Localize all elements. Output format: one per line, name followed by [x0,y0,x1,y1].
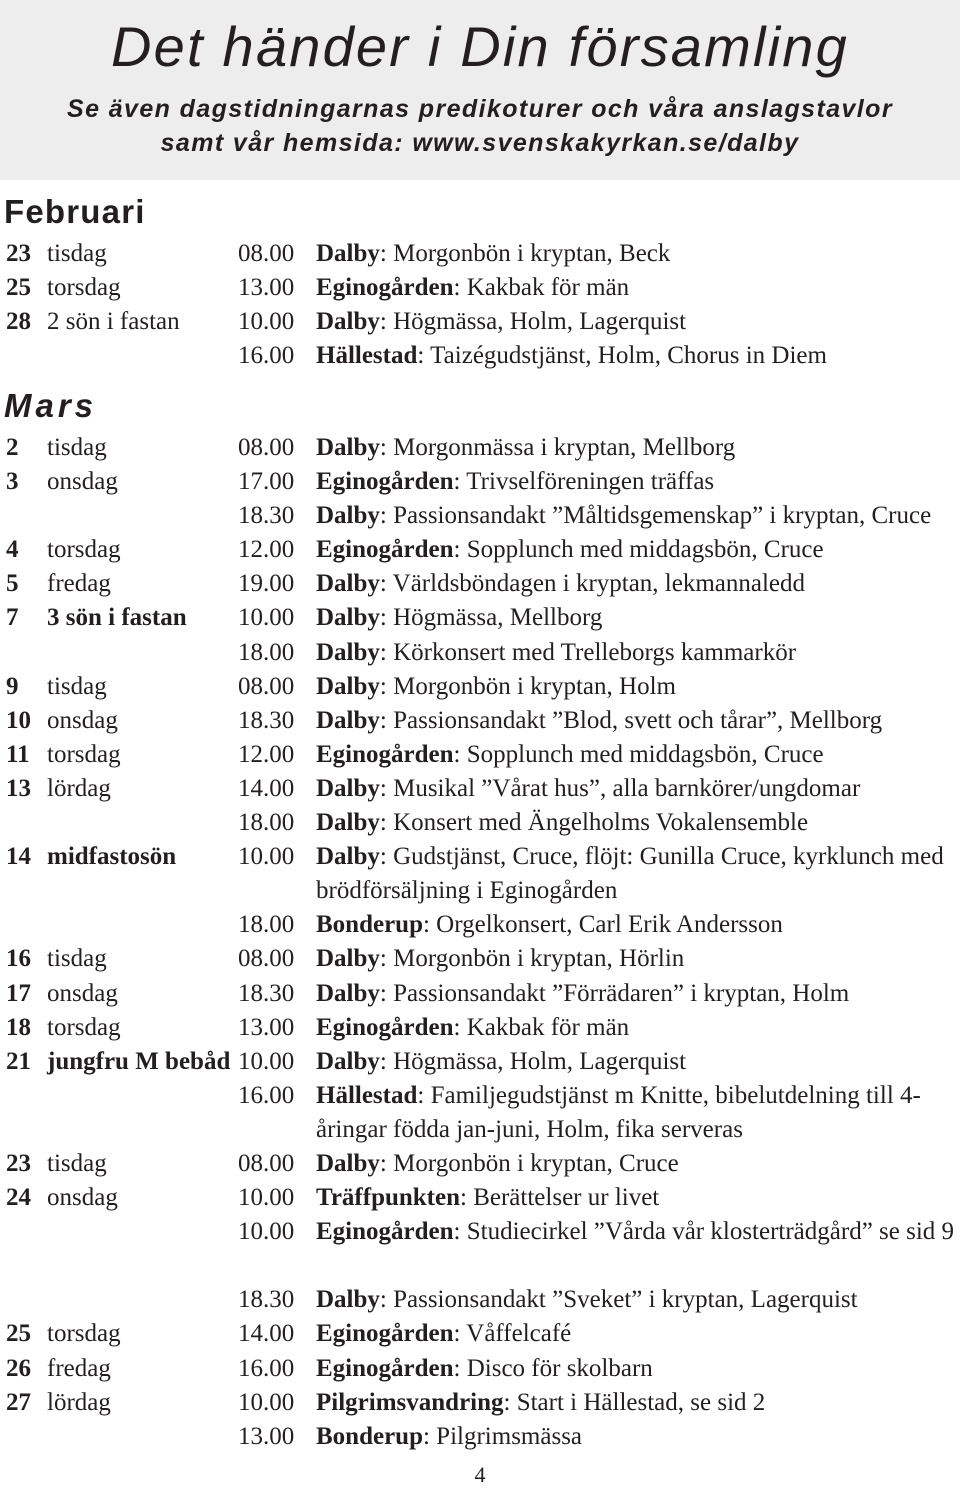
event-day: lördag [47,774,111,802]
event-day: tisdag [47,1149,107,1177]
event-day: jungfru M bebåd [47,1047,231,1075]
event-time: 08.00 [238,672,295,700]
event-text: : Morgonmässa i kryptan, Mellborg [379,434,736,461]
schedule-row [0,1420,960,1454]
event-description [316,601,956,635]
event-place: Eginogården [316,274,454,302]
event-text: : Kakbak för män [453,274,630,302]
event-description [316,1181,956,1215]
schedule-row [0,772,960,806]
schedule-row [0,1352,960,1386]
event-place: Dalby [316,1286,380,1314]
event-time: 13.00 [238,1422,295,1450]
event-text: : Morgonbön i kryptan, Holm [379,672,676,700]
schedule-row [0,908,960,942]
event-date: 14 [6,843,31,871]
schedule-row [0,840,960,908]
event-time: 08.00 [238,945,295,973]
event-text: : Konsert med Ängelholms Vokalensemble [379,809,809,837]
schedule-row [0,237,960,271]
event-day: onsdag [47,706,118,734]
event-place: Hällestad [316,1081,418,1109]
event-text: : Pilgrimsmässa [422,1422,583,1450]
event-place: Bonderup [316,1422,423,1450]
event-place: Eginogården [316,536,454,564]
event-text: : Körkonsert med Trelleborgs kammarkör [379,638,797,666]
event-date: 3 [6,468,19,496]
schedule-row [0,567,960,601]
event-text: : Berättelser ur livet [460,1184,660,1212]
event-time: 14.00 [238,774,295,802]
event-text: : Familjegudstjänst m Knitte, bibelutdelning till 4-åringar födda jan-juni, Holm, fika serveras [316,1081,921,1143]
event-place: Eginogården [316,1013,454,1041]
event-description [316,431,956,465]
event-day: midfastosön [47,843,177,871]
schedule-row [0,533,960,567]
event-text: : Passionsandakt ”Sveket” i kryptan, Lagerquist [379,1286,858,1314]
event-description [316,704,956,738]
event-day: onsdag [47,468,118,496]
schedule-row [0,1181,960,1215]
event-date: 9 [6,672,19,700]
schedule-row [0,431,960,465]
event-text: : Gudstjänst, Cruce, flöjt: Gunilla Cruce, kyrklunch med brödförsäljning i Eginogården [316,843,944,905]
event-description [316,567,956,601]
event-description [316,1386,956,1420]
schedule-row [0,704,960,738]
page-title: Det händer i Din församling [111,15,849,78]
event-place: Dalby [316,706,380,734]
event-place: Dalby [316,774,380,802]
month-heading-march: Mars [4,387,98,424]
event-description [316,1011,956,1045]
event-time: 10.00 [238,1184,295,1212]
schedule-row [0,670,960,704]
event-place: Eginogården [316,1320,454,1348]
page-subtitle [0,92,960,160]
event-date: 2 [6,434,19,461]
event-day: fredag [47,570,111,598]
event-time: 16.00 [238,342,295,370]
schedule-row [0,738,960,772]
event-date: 25 [6,274,31,302]
subtitle-line-2: samt vår hemsida: www.svenskakyrkan.se/dalby [160,129,800,157]
event-description [316,237,956,271]
event-time: 10.00 [238,843,295,871]
subtitle-line-1: Se även dagstidningarnas predikoturer och våra anslagstavlor [67,95,893,123]
event-place: Dalby [316,979,380,1007]
event-day: onsdag [47,979,118,1007]
event-description [316,271,956,305]
event-place: Dalby [316,638,380,666]
event-description [316,305,956,339]
event-time: 12.00 [238,740,295,768]
event-time: 18.00 [238,911,295,939]
schedule-row [0,465,960,499]
event-description [316,465,956,499]
event-day: tisdag [47,672,107,700]
event-date: 26 [6,1354,31,1382]
event-time: 18.30 [238,979,295,1007]
event-place: Eginogården [316,1218,454,1246]
event-day: torsdag [47,536,121,564]
february-schedule [0,237,960,373]
event-day: torsdag [47,1320,121,1348]
event-day: torsdag [47,740,121,768]
event-date: 7 [6,604,19,632]
event-description [316,1147,956,1181]
event-place: Eginogården [316,468,454,496]
event-description [316,738,956,772]
schedule-row [0,806,960,840]
event-text: : Studiecirkel ”Vårda vår klosterträdgård” se sid 9 [453,1218,955,1246]
event-description [316,636,956,670]
event-text: : Kakbak för män [453,1013,630,1041]
event-place: Dalby [316,240,380,267]
event-text: : Musikal ”Vårat hus”, alla barnkörer/ungdomar [379,774,861,802]
event-day: tisdag [47,240,107,267]
event-date: 11 [6,740,30,768]
event-description [316,339,956,373]
schedule-row [0,977,960,1011]
event-day: torsdag [47,274,121,302]
event-description [316,977,956,1011]
event-time: 18.30 [238,1286,295,1314]
event-time: 16.00 [238,1081,295,1109]
march-schedule [0,431,960,1454]
event-place: Dalby [316,604,380,632]
schedule-row [0,1386,960,1420]
event-time: 18.30 [238,502,295,530]
schedule-row [0,601,960,635]
event-place: Bonderup [316,911,423,939]
schedule-row [0,1215,960,1283]
event-date: 23 [6,1149,31,1177]
event-date: 5 [6,570,19,598]
page-number: 4 [474,1462,486,1487]
event-description [316,1045,956,1079]
event-place: Dalby [316,672,380,700]
event-description [316,806,956,840]
event-description [316,1079,956,1147]
event-date: 21 [6,1047,31,1075]
event-time: 10.00 [238,308,295,336]
event-place: Dalby [316,434,380,461]
event-place: Dalby [316,843,380,871]
event-day: tisdag [47,434,107,461]
event-day: lördag [47,1388,111,1416]
event-description [316,1420,956,1454]
event-date: 13 [6,774,31,802]
event-text: : Passionsandakt ”Måltidsgemenskap” i kryptan, Cruce [379,502,932,530]
event-day: 3 sön i fastan [47,604,187,632]
event-text: : Passionsandakt ”Förrädaren” i kryptan, Holm [379,979,850,1007]
event-place: Dalby [316,809,380,837]
schedule-row [0,499,960,533]
event-description [316,1215,956,1249]
event-time: 19.00 [238,570,295,598]
event-description [316,840,956,908]
event-text: : Sopplunch med middagsbön, Cruce [453,536,824,564]
event-text: : Högmässa, Holm, Lagerquist [379,1047,687,1075]
event-date: 23 [6,240,31,267]
event-time: 10.00 [238,604,295,632]
schedule-row [0,1045,960,1079]
event-date: 25 [6,1320,31,1348]
event-time: 18.00 [238,638,295,666]
event-date: 10 [6,706,31,734]
schedule-row [0,942,960,976]
event-description [316,1283,956,1317]
schedule-row [0,339,960,373]
event-place: Hällestad [316,342,418,370]
event-description [316,533,956,567]
event-date: 18 [6,1013,31,1041]
event-text: : Taizégudstjänst, Holm, Chorus in Diem [417,342,827,370]
schedule-row [0,1079,960,1147]
event-place: Dalby [316,1047,380,1075]
event-place: Dalby [316,502,380,530]
event-text: : Orgelkonsert, Carl Erik Andersson [422,911,783,939]
event-time: 18.30 [238,706,295,734]
event-place: Dalby [316,308,380,336]
event-time: 14.00 [238,1320,295,1348]
event-description [316,942,956,976]
event-description [316,670,956,704]
event-place: Träffpunkten [316,1184,461,1212]
event-place: Dalby [316,570,380,598]
event-text: : Världsböndagen i kryptan, lekmannaledd [379,570,806,598]
schedule-row [0,1283,960,1317]
event-date: 16 [6,945,31,973]
event-text: : Disco för skolbarn [453,1354,653,1382]
event-date: 4 [6,536,19,564]
schedule-row [0,271,960,305]
event-description [316,499,956,533]
event-description [316,1317,956,1351]
event-time: 08.00 [238,434,295,461]
event-time: 12.00 [238,536,295,564]
event-day: fredag [47,1354,111,1382]
event-time: 10.00 [238,1218,295,1246]
event-text: : Morgonbön i kryptan, Hörlin [379,945,685,973]
event-time: 08.00 [238,240,295,267]
event-text: : Högmässa, Mellborg [379,604,603,632]
schedule-row [0,1147,960,1181]
event-day: 2 sön i fastan [47,308,180,336]
event-text: : Morgonbön i kryptan, Beck [379,240,671,267]
event-day: tisdag [47,945,107,973]
header-box [0,0,960,180]
schedule-row [0,1011,960,1045]
event-description [316,1352,956,1386]
event-time: 10.00 [238,1047,295,1075]
event-date: 28 [6,308,31,336]
event-text: : Morgonbön i kryptan, Cruce [379,1149,679,1177]
event-text: : Start i Hällestad, se sid 2 [503,1388,766,1416]
event-date: 17 [6,979,31,1007]
event-date: 27 [6,1388,31,1416]
event-description [316,908,956,942]
event-place: Dalby [316,945,380,973]
event-place: Eginogården [316,740,454,768]
event-place: Dalby [316,1149,380,1177]
event-time: 16.00 [238,1354,295,1382]
event-time: 13.00 [238,274,295,302]
event-text: : Sopplunch med middagsbön, Cruce [453,740,824,768]
event-text: : Högmässa, Holm, Lagerquist [379,308,687,336]
event-time: 13.00 [238,1013,295,1041]
event-place: Eginogården [316,1354,454,1382]
event-text: : Trivselföreningen träffas [453,468,715,496]
event-time: 17.00 [238,468,295,496]
event-text: : Våffelcafé [453,1320,572,1348]
event-time: 10.00 [238,1388,295,1416]
event-time: 18.00 [238,809,295,837]
event-day: torsdag [47,1013,121,1041]
event-place: Pilgrimsvandring [316,1388,504,1416]
event-date: 24 [6,1184,31,1212]
event-time: 08.00 [238,1149,295,1177]
event-text: : Passionsandakt ”Blod, svett och tårar”, Mellborg [379,706,883,734]
event-description [316,772,956,806]
schedule-row [0,636,960,670]
schedule-row [0,1317,960,1351]
event-day: onsdag [47,1184,118,1212]
schedule-row [0,305,960,339]
month-heading-february: Februari [4,193,146,230]
